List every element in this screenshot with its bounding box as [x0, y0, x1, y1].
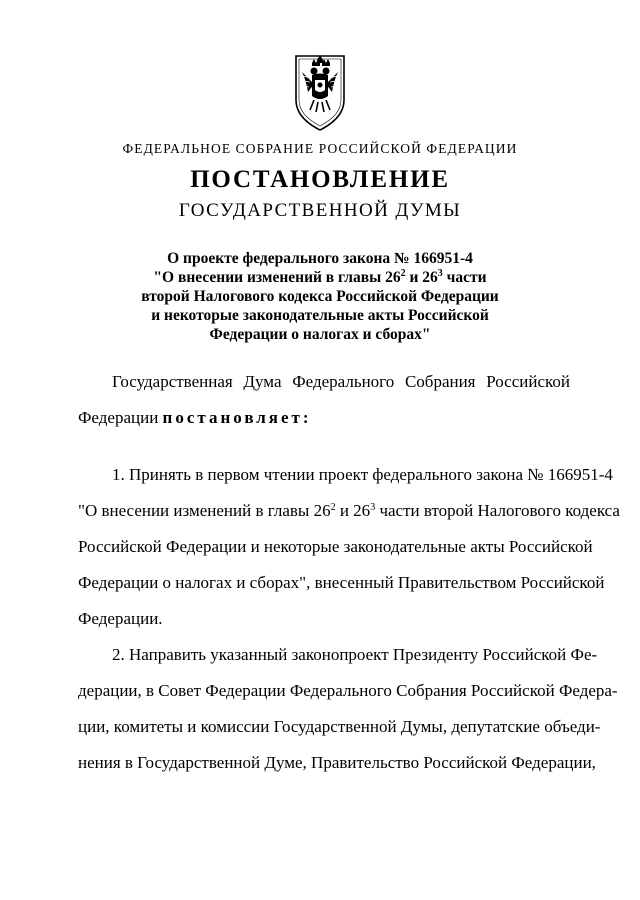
- paragraph-line: 1. Принять в первом чтении проект федерального закона № 166951-4: [112, 465, 613, 484]
- resolution-heading: [0, 249, 640, 344]
- paragraph-line: Федерации о налогах и сборах", внесенный Правительством Российской: [78, 573, 605, 592]
- document-subtitle: ГОСУДАРСТВЕННОЙ ДУМЫ: [178, 200, 462, 221]
- heading-line: и некоторые законодательные акты Российской: [151, 307, 489, 324]
- heading-line: О проекте федерального закона № 166951-4: [167, 250, 473, 267]
- assembly-name: ФЕДЕРАЛЬНОЕ СОБРАНИЕ РОССИЙСКОЙ ФЕДЕРАЦИИ: [122, 141, 518, 156]
- paragraph-line: Федерации.: [78, 609, 163, 628]
- paragraph-line: Российской Федерации и некоторые законодательные акты Российской: [78, 537, 593, 556]
- preamble-line: Федерации постановляет:: [78, 408, 312, 427]
- preamble-line: Государственная Дума Федерального Собрания Российской: [112, 372, 570, 391]
- paragraph-line: ции, комитеты и комиссии Государственной Думы, депутатские объеди-: [78, 717, 601, 736]
- paragraph-line: дерации, в Совет Федерации Федерального Собрания Российской Федера-: [78, 681, 618, 700]
- heading-line: второй Налогового кодекса Российской Федерации: [141, 288, 499, 305]
- paragraph-line: "О внесении изменений в главы $26^2$ и $26^3$ части второй Налогового кодекса: [78, 501, 620, 520]
- decree-word: постановляет:: [162, 408, 312, 427]
- document-title: ПОСТАНОВЛЕНИЕ: [190, 166, 450, 193]
- heading-line: "О внесении изменений в главы $26^2$ и $26^3$ части: [153, 268, 487, 286]
- paragraph-line: 2. Направить указанный законопроект Президенту Российской Фе-: [112, 645, 598, 664]
- paragraph-line: нения в Государственной Думе, Правительство Российской Федерации,: [78, 753, 596, 772]
- heading-line: Федерации о налогах и сборах": [209, 326, 431, 343]
- coat-of-arms-icon: [290, 50, 350, 132]
